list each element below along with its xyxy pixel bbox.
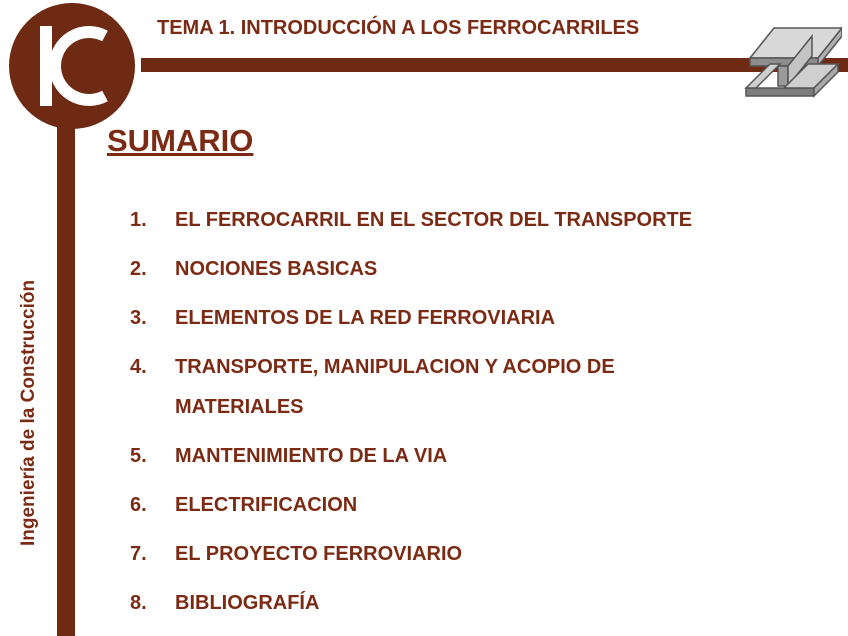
agenda-item [130,534,830,574]
agenda-label: EL PROYECTO FERROVIARIO [175,543,463,565]
header-title: TEMA 1. INTRODUCCIÓN A LOS FERROCARRILES [157,17,640,39]
agenda-item [130,200,830,240]
agenda-number: 4. [130,356,147,378]
steel-beam-icon [738,24,842,100]
agenda-number: 6. [130,494,147,516]
agenda-number: 2. [130,258,147,280]
ic-logo [8,2,136,130]
agenda-number: 8. [130,592,147,614]
agenda-number: 1. [130,209,147,231]
agenda-number: 5. [130,445,147,467]
agenda-item [130,298,830,338]
agenda-label: TRANSPORTE, MANIPULACION Y ACOPIO DE MATERIALES [175,356,615,418]
sidebar-caption: Ingeniería de la Construcción [18,279,39,546]
agenda-item [130,436,830,476]
section-title: SUMARIO [107,123,254,158]
agenda-list [130,200,830,632]
agenda-item [130,485,830,525]
agenda-label: NOCIONES BASICAS [175,258,378,280]
agenda-label: EL FERROCARRIL EN EL SECTOR DEL TRANSPORTE [175,209,693,231]
sidebar-bar [57,120,75,636]
agenda-item [130,347,715,427]
agenda-item [130,583,830,623]
agenda-label: ELEMENTOS DE LA RED FERROVIARIA [175,307,556,329]
agenda-label: MANTENIMIENTO DE LA VIA [175,445,448,467]
agenda-number: 3. [130,307,147,329]
agenda-item [130,249,830,289]
agenda-label: ELECTRIFICACION [175,494,358,516]
agenda-label: BIBLIOGRAFÍA [175,592,320,614]
agenda-number: 7. [130,543,147,565]
